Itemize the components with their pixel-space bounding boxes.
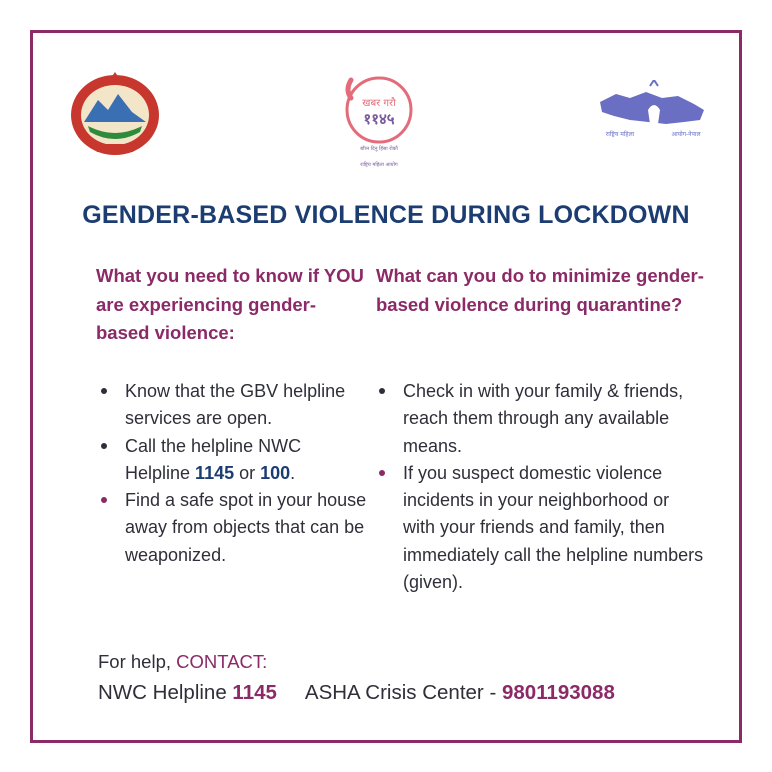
list-item-text: Check in with your family & friends, reach them through any available means. — [403, 381, 684, 456]
nepal-government-emblem-icon — [66, 70, 164, 160]
list-item — [376, 378, 706, 460]
contact-label-accent: CONTACT: — [176, 651, 268, 672]
national-women-commission-logo — [596, 80, 708, 142]
asha-center-label: ASHA Crisis Center - — [304, 681, 502, 704]
helpline-logo-number: ११४५ — [363, 110, 395, 128]
list-item — [98, 378, 368, 433]
list-item-text: Know that the GBV helpline services are open. — [125, 381, 346, 429]
helpline-1145-logo — [335, 70, 427, 174]
left-column-heading: What you need to know if YOU are experiencing gender-based violence: — [96, 265, 364, 343]
contact-label-prefix: For help, — [98, 651, 177, 672]
list-item-text: Call the helpline NWC Helpline — [125, 435, 302, 483]
asha-center-number: 9801193088 — [501, 681, 615, 704]
bullet-dot-icon — [379, 470, 385, 476]
left-bullet-list — [98, 378, 368, 569]
contact-line — [98, 681, 718, 705]
right-column-heading: What can you do to minimize gender-based violence during quarantine? — [376, 265, 704, 315]
emergency-number: 100 — [260, 462, 291, 483]
right-bullet-list — [376, 378, 706, 596]
list-item — [376, 460, 706, 596]
list-item-text: Find a safe spot in your house away from objects that can be weaponized. — [125, 490, 367, 565]
nwc-helpline-label: NWC Helpline — [98, 681, 233, 704]
list-item-text: or — [234, 462, 261, 483]
helpline-logo-line3: बाँच्न दिनु हिंसा रोकौ — [360, 146, 398, 152]
nwc-helpline-number: 1145 — [232, 681, 277, 704]
list-item — [98, 433, 368, 488]
commission-caption-right: आयोग-नेपाल — [671, 131, 701, 138]
helpline-number: 1145 — [195, 462, 235, 483]
helpline-logo-line1: खबर गरौ — [362, 98, 396, 109]
bullet-dot-icon — [379, 388, 385, 394]
bullet-dot-icon — [101, 443, 107, 449]
list-item-text: If you suspect domestic violence incidents in your neighborhood or with your friends and family, then immediately call the helpline numbers (given). — [403, 462, 704, 593]
bullet-dot-icon — [101, 388, 107, 394]
commission-caption-left: राष्ट्रिय महिला — [605, 131, 635, 138]
bullet-dot-icon — [101, 497, 107, 503]
list-item-text: . — [290, 462, 296, 483]
poster-title: GENDER-BASED VIOLENCE DURING LOCKDOWN — [82, 201, 690, 229]
list-item — [98, 487, 368, 569]
helpline-logo-line4: राष्ट्रिय महिला आयोग — [360, 162, 398, 168]
contact-label — [98, 651, 267, 673]
